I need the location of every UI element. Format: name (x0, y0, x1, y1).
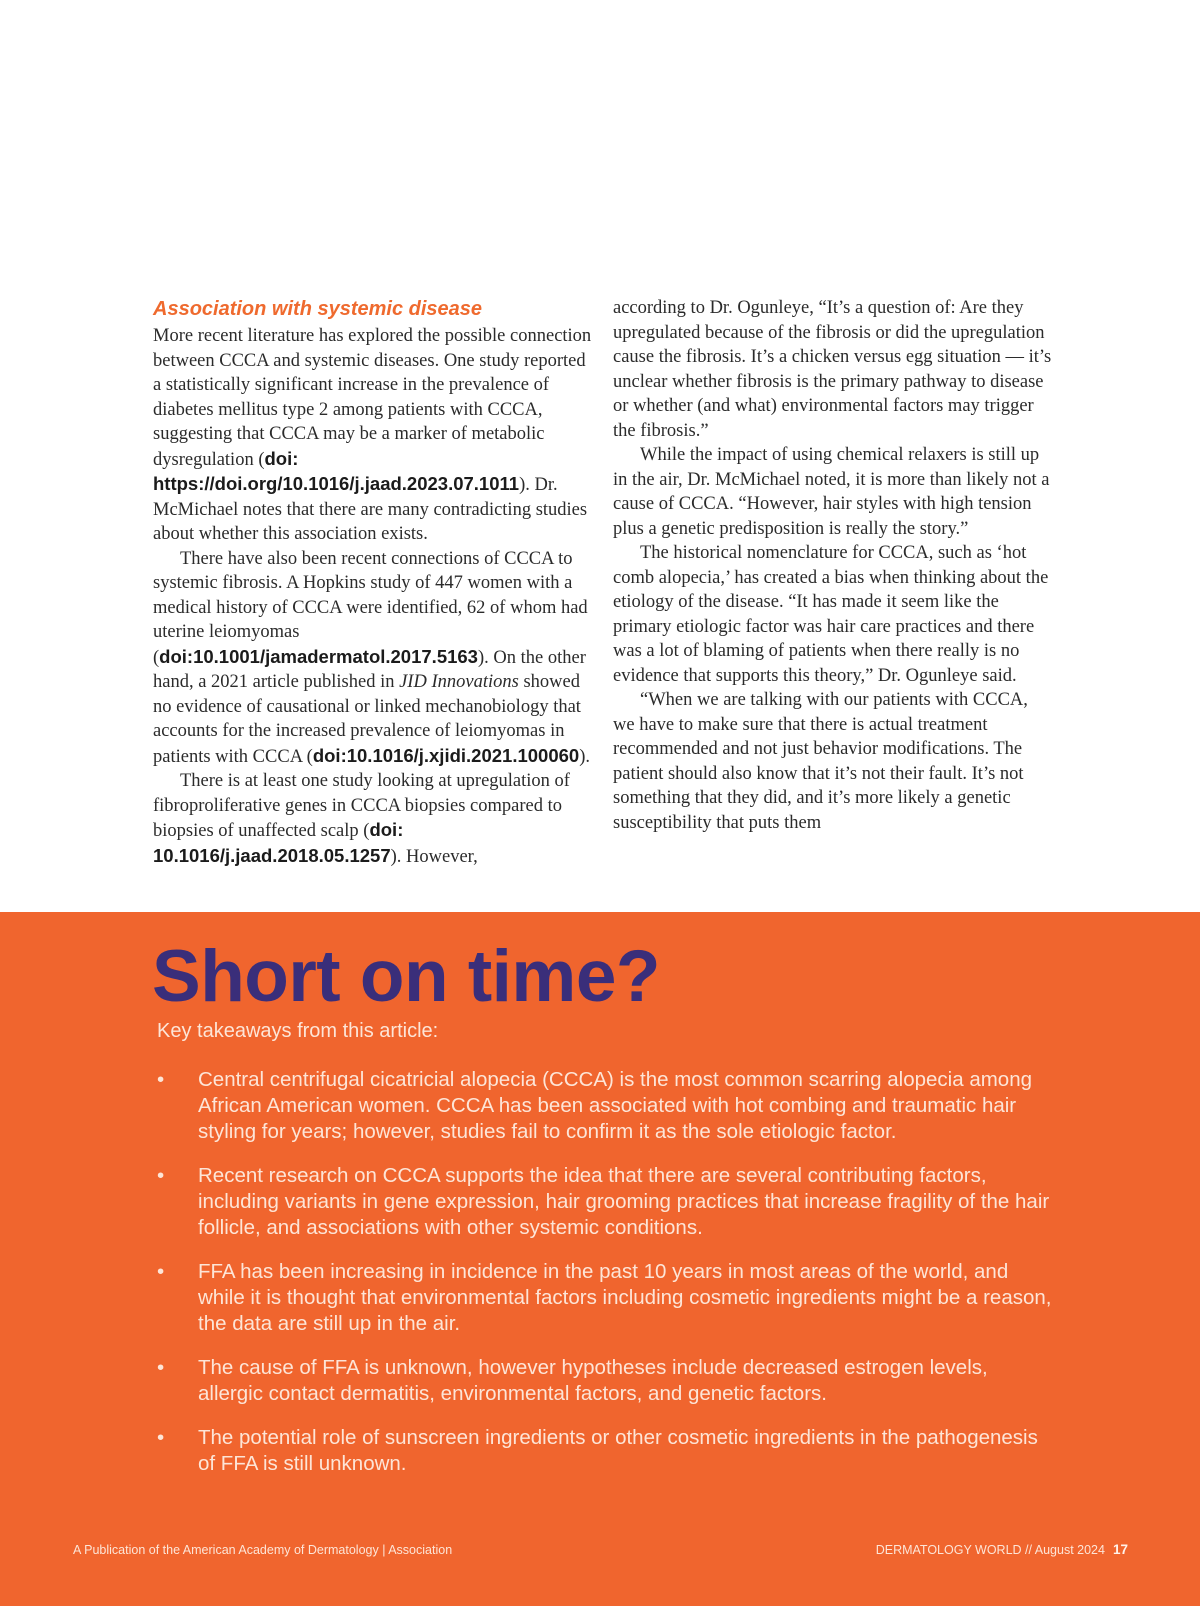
takeaway-item (157, 1163, 1057, 1241)
panel-title: Short on time? (152, 936, 661, 1017)
paragraph-text: More recent literature has explored the possible connection between CCCA and systemic diseases. One study reported a statistically significant increase in the prevalence of diabetes mellitus type 2 among patients with CCCA, suggesting that CCCA may be a marker of metabolic dysregulation ( (153, 326, 592, 470)
paragraph: according to Dr. Ogunleye, “It’s a question of: Are they upregulated because of the fibrosis or did the upregulation cause the fibrosis. It’s a chicken versus egg situation — it’s unclear whether fibrosis is the primary pathway to disease or whether (and what) environmental factors may trigger the fibrosis.” (613, 298, 1052, 441)
paragraph-text: ). However, (390, 846, 478, 867)
takeaway-text: FFA has been increasing in incidence in the past 10 years in most areas of the world, and while it is thought that environmental factors including cosmetic ingredients might be a reason, the data are still up in the air. (198, 1260, 1052, 1335)
doi-reference: doi:10.1016/j.xjidi.2021.100060 (312, 744, 580, 766)
panel-intro: Key takeaways from this article: (157, 1020, 439, 1042)
takeaways-list (157, 1067, 1057, 1495)
paragraph-text: showed no evidence of causational or linked mechanobiology that accounts for the increased prevalence of leiomyomas in patients with CCCA ( (153, 672, 581, 767)
takeaway-item (157, 1355, 1057, 1407)
takeaway-text: Recent research on CCCA supports the idea that there are several contributing factors, including variants in gene expression, hair grooming practices that increase fragility of the hair follicle, and associations with other systemic conditions. (198, 1164, 1050, 1239)
key-takeaways-panel (0, 912, 1200, 1606)
page-number: 17 (1112, 1542, 1128, 1557)
paragraph: The historical nomenclature for CCCA, such as ‘hot comb alopecia,’ has created a bias when thinking about the etiology of the disease. “It has made it seem like the primary etiologic factor was hair care practices and there was a lot of blaming of patients when there really is no evidence that supports this theory,” Dr. Ogunleye said. (613, 543, 1049, 686)
section-heading: Association with systemic disease (153, 298, 483, 320)
takeaway-item (157, 1425, 1057, 1477)
paragraph-text: There is at least one study looking at upregulation of fibroproliferative genes in CCCA biopsies compared to biopsies of unaffected scalp ( (153, 771, 570, 841)
footer-magazine: DERMATOLOGY WORLD // August 2024 (875, 1543, 1105, 1557)
paragraph (153, 547, 593, 770)
bullet-icon: • (157, 1426, 165, 1449)
takeaway-text: The potential role of sunscreen ingredients or other cosmetic ingredients in the pathogenesis of FFA is still unknown. (198, 1426, 1038, 1475)
article-left-column (153, 296, 593, 869)
doi-reference: doi: https://doi.org/10.1016/j.jaad.2023.07.1011 (153, 447, 520, 494)
article-right-column (613, 296, 1053, 835)
takeaway-item (157, 1259, 1057, 1337)
bullet-icon: • (157, 1164, 165, 1187)
bullet-icon: • (157, 1068, 165, 1091)
takeaway-text: Central centrifugal cicatricial alopecia (CCCA) is the most common scarring alopecia among African American women. CCCA has been associated with hot combing and traumatic hair styling for years; however, studies fail to confirm it as the sole etiologic factor. (198, 1068, 1033, 1143)
paragraph-text: ). On the other hand, a 2021 article published in (153, 647, 586, 692)
paragraph-text: ). (579, 746, 590, 767)
doi-reference: doi:10.1001/jamadermatol.2017.5163 (159, 645, 478, 667)
bullet-icon: • (157, 1260, 165, 1283)
journal-name: JID Innovations (399, 672, 519, 692)
takeaway-text: The cause of FFA is unknown, however hypotheses include decreased estrogen levels, allergic contact dermatitis, environmental factors, and genetic factors. (198, 1356, 988, 1405)
paragraph-text: There have also been recent connections of CCCA to systemic fibrosis. A Hopkins study of 447 women with a medical history of CCCA were identified, 62 of whom had uterine leiomyomas ( (153, 548, 588, 668)
paragraph: While the impact of using chemical relaxers is still up in the air, Dr. McMichael noted, it is more than likely not a cause of CCCA. “However, hair styles with high tension plus a genetic predisposition is really the story.” (613, 445, 1050, 539)
doi-reference: doi: 10.1016/j.jaad.2018.05.1257 (153, 819, 404, 866)
paragraph-text: ). Dr. McMichael notes that there are many contradicting studies about whether this association exists. (153, 475, 588, 544)
takeaway-item (157, 1067, 1057, 1145)
bullet-icon: • (157, 1356, 165, 1379)
paragraph: “When we are talking with our patients with CCCA, we have to make sure that there is actual treatment recommended and not just behavior modifications. The patient should also know that it’s not their fault. It’s not something that they did, and it’s more likely a genetic susceptibility that puts them (613, 690, 1028, 833)
paragraph (153, 769, 593, 869)
paragraph (153, 324, 593, 547)
footer-magazine-info (876, 1542, 1128, 1557)
footer-publisher: A Publication of the American Academy of Dermatology | Association (73, 1543, 453, 1557)
